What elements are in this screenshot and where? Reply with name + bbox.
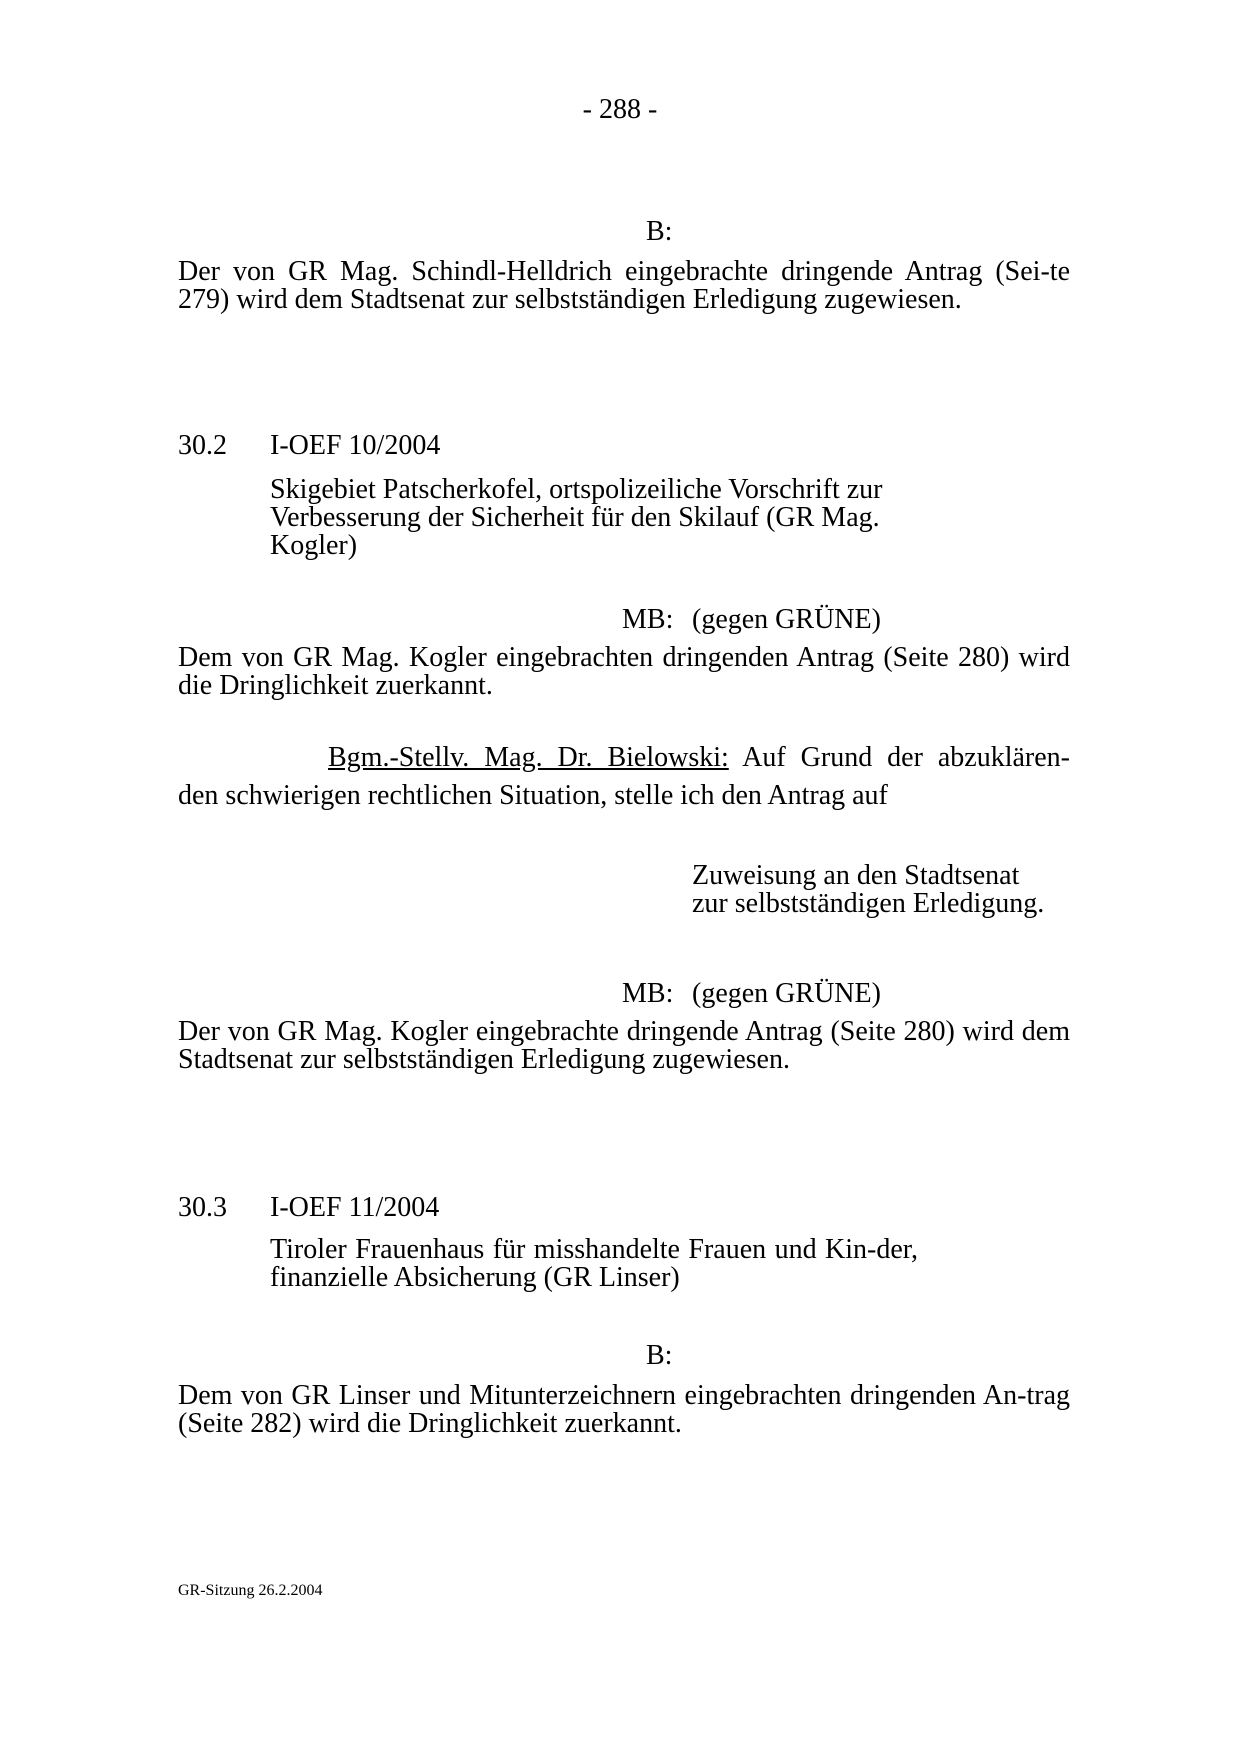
item-number: 30.2 [178,430,227,461]
footer: GR-Sitzung 26.2.2004 [178,1582,323,1599]
item-code: I-OEF 11/2004 [270,1192,440,1223]
speech-text-continued: den schwierigen rechtlichen Situation, stelle ich den Antrag auf [178,780,888,811]
vote-detail: (gegen GRÜNE) [692,604,881,635]
item-number: 30.3 [178,1192,227,1223]
resolution-text: Dem von GR Mag. Kogler eingebrachten dringenden Antrag (Seite 280) wird die Dringlichkeit zuerkannt. [178,642,1070,701]
vote-detail: (gegen GRÜNE) [692,978,881,1009]
page-number: - 288 - [582,94,658,125]
motion-line: Zuweisung an den Stadtsenat [692,860,1020,891]
resolution-text: Der von GR Mag. Kogler eingebrachte dringende Antrag (Seite 280) wird dem Stadtsenat zur selbstständigen Erledigung zugewiesen. [178,1016,1070,1075]
resolution-text: Dem von GR Linser und Mitunterzeichnern eingebrachten dringenden An-trag (Seite 282) wird die Dringlichkeit zuerkannt. [178,1380,1070,1439]
vote-label: MB: [622,978,674,1009]
resolution-text: Der von GR Mag. Schindl-Helldrich eingebrachte dringende Antrag (Sei-te 279) wird dem Stadtsenat zur selbstständigen Erledigung zugewiesen. [178,256,1070,315]
item-code: I-OEF 10/2004 [270,430,441,461]
speaker-name: Bgm.-Stellv. Mag. Dr. Bielowski: [328,742,729,773]
item-title: Skigebiet Patscherkofel, ortspolizeiliche Vorschrift zur Verbesserung der Sicherheit für den Skilauf (GR Mag. Kogler) [270,474,883,561]
vote-result-b: B: [646,1340,673,1371]
vote-result-b: B: [646,216,673,247]
vote-label: MB: [622,604,674,635]
speech-text: Auf Grund der abzuklären- [742,742,1070,773]
speaker-line [328,744,1070,772]
motion-line: zur selbstständigen Erledigung. [692,888,1045,919]
item-title: Tiroler Frauenhaus für misshandelte Frauen und Kin-der, finanzielle Absicherung (GR Linser) [270,1234,918,1293]
